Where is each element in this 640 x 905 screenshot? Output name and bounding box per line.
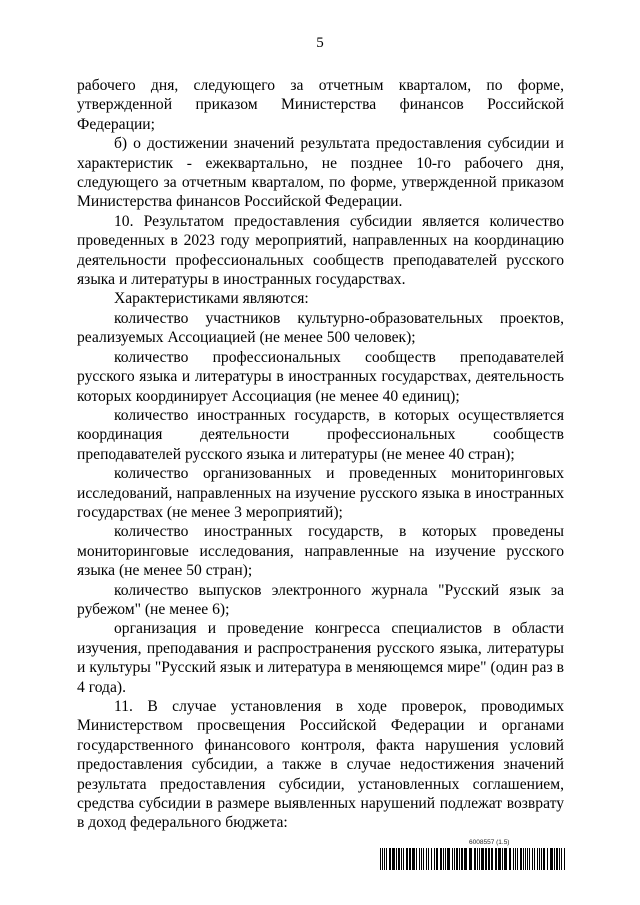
paragraph-item-b: б) о достижении значений результата предоставления субсидии и характеристик - ежеквартально, не позднее 10-го рабочего дня, следующего за отчетным кварталом, по форме, утвержденной приказом Министерства финансов Российской Федерации.: [77, 135, 564, 211]
characteristic-congress: организация и проведение конгресса специалистов в области изучения, преподавания и распространения русского языка, литературы и культуры "Русский язык и литература в меняющемся мире" (один раз в 4 года).: [77, 620, 564, 696]
document-body: [77, 76, 564, 833]
page-number: 5: [316, 35, 324, 51]
paragraph-continuation: рабочего дня, следующего за отчетным кварталом, по форме, утвержденной приказом Министерства финансов Российской Федерации;: [77, 77, 564, 133]
characteristic-countries-coordination: количество иностранных государств, в которых осуществляется координация деятельности профессиональных сообществ преподавателей русского языка и литературы (не менее 40 стран);: [77, 406, 564, 463]
characteristic-countries-monitoring: количество иностранных государств, в которых проведены мониторинговые исследования, направленные на изучение русского языка (не менее 50 стран);: [77, 523, 564, 580]
characteristic-communities: количество профессиональных сообществ преподавателей русского языка и литературы в иностранных государствах, деятельность которых координирует Ассоциация (не менее 40 единиц);: [77, 348, 564, 405]
paragraph-10-result: 10. Результатом предоставления субсидии является количество проведенных в 2023 году мероприятий, направленных на координацию деятельности профессиональных сообществ преподавателей русского языка и литературы в иностранных государствах.: [77, 212, 564, 289]
characteristic-participants: количество участников культурно-образовательных проектов, реализуемых Ассоциацией (не менее 500 человек);: [77, 309, 564, 347]
characteristic-monitoring-studies: количество организованных и проведенных мониторинговых исследований, направленных на изучение русского языка в иностранных государствах (не менее 3 мероприятий);: [77, 465, 564, 521]
paragraph-characteristics-heading: Характеристиками являются:: [114, 290, 309, 308]
barcode-image: [380, 848, 566, 870]
characteristic-journal-issues: количество выпусков электронного журнала "Русский язык за рубежом" (не менее 6);: [77, 581, 564, 618]
barcode-id: 6008557 (1.5): [469, 839, 510, 846]
paragraph-11-violations: 11. В случае установления в ходе проверок, проводимых Министерством просвещения Российской Федерации и органами государственного финансового контроля, факта нарушения условий предоставления субсидии, а также в случае недостижения значений результата предоставления субсидии, установленных соглашением, средства субсидии в размере выявленных нарушений подлежат возврату в доход федерального бюджета:: [77, 698, 564, 832]
